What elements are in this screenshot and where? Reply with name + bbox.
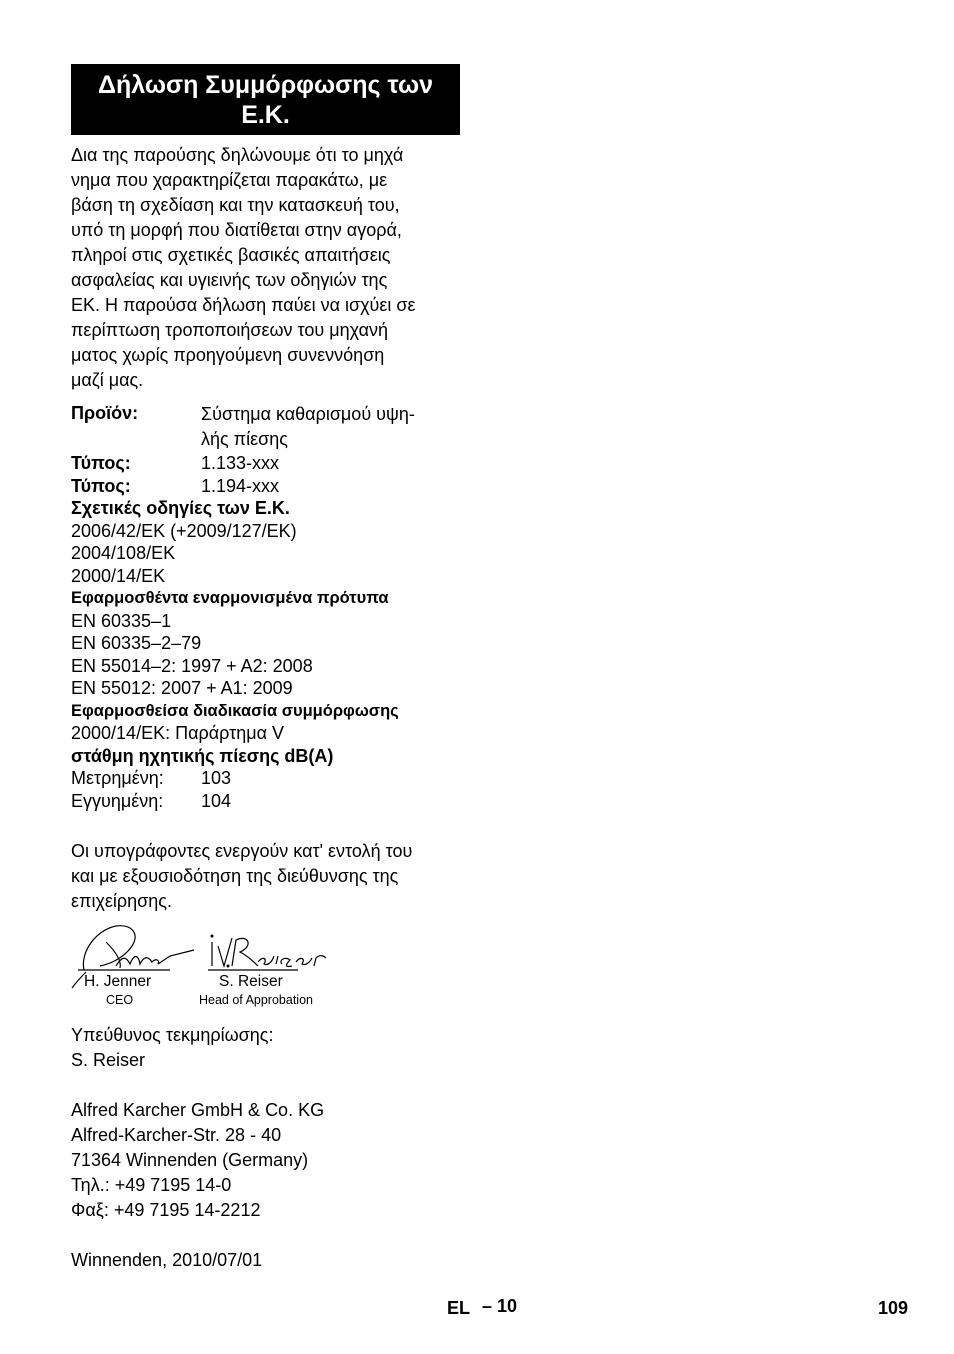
documentation-label: Υπεύθυνος τεκμηρίωσης:: [71, 1025, 274, 1045]
product-row: [71, 402, 471, 452]
product-value-line: λής πίεσης: [201, 429, 288, 449]
standard-item: EN 55012: 2007 + A1: 2009: [71, 678, 293, 698]
standard-item: EN 60335–1: [71, 610, 172, 631]
standard-item: EN 55014–2: 1997 + A2: 2008: [71, 655, 313, 676]
product-value-line: Σύστημα καθαρισμού υψη-: [201, 404, 415, 424]
title-line-1: Δήλωση Συμμόρφωσης των: [98, 70, 433, 99]
sound-row: [71, 767, 471, 790]
intro-line: ασφαλείας και υγιεινής των οδηγιών της: [71, 270, 388, 290]
address-line: Alfred-Karcher-Str. 28 - 40: [71, 1125, 282, 1145]
footer-language: EL: [447, 1298, 471, 1318]
directive-item: 2004/108/ΕΚ: [71, 543, 176, 563]
company-address: [71, 1098, 471, 1223]
place-date: [71, 1248, 471, 1273]
signature-block: [70, 920, 360, 1015]
intro-line: μαζί μας.: [71, 370, 144, 390]
intro-line: βάση τη σχεδίαση και την κατασκευή του,: [71, 195, 400, 215]
intro-line: νημα που χαρακτηρίζεται παρακάτω, με: [71, 170, 388, 190]
documentation-name: S. Reiser: [71, 1050, 146, 1070]
sound-value: 104: [201, 790, 232, 811]
procedure-value: 2000/14/EK: Παράρτημα V: [71, 723, 285, 743]
standard-item: EN 60335–2–79: [71, 633, 202, 653]
intro-line: ΕΚ. Η παρούσα δήλωση παύει να ισχύει σε: [71, 295, 416, 315]
procedure-heading: Εφαρμοσθείσα διαδικασία συμμόρφωσης: [71, 701, 399, 720]
sound-label: Εγγυημένη:: [71, 790, 164, 811]
directive-item: 2000/14/ΕΚ: [71, 565, 166, 586]
product-value: [201, 402, 471, 452]
signer-role-left: CEO: [106, 993, 134, 1007]
type-row: [71, 475, 471, 498]
reiser-signature: [208, 935, 326, 970]
documentation-responsible: [71, 1023, 471, 1073]
signer-name-left: H. Jenner: [84, 973, 152, 990]
product-label: Προϊόν:: [71, 403, 139, 423]
intro-line: υπό τη μορφή που διατίθεται στην αγορά,: [71, 220, 402, 240]
sound-heading: στάθμη ηχητικής πίεσης dB(A): [71, 745, 334, 766]
product-specifications: [71, 402, 471, 812]
declaration-paragraph: [71, 143, 471, 393]
intro-line: πληροί στις σχετικές βασικές απαιτήσεις: [71, 245, 391, 265]
type-label: Τύπος:: [71, 453, 131, 473]
type-label: Τύπος:: [71, 475, 131, 496]
directives-heading: Σχετικές οδηγίες των Ε.Κ.: [71, 498, 290, 518]
type-value: 1.133-xxx: [201, 453, 280, 473]
sound-row: [71, 790, 471, 813]
signatories-line: και με εξουσιοδότηση της διεύθυνσης της: [71, 866, 399, 886]
intro-line: ματος χωρίς προηγούμενη συνεννόηση: [71, 345, 385, 365]
signer-role-right: Head of Approbation: [199, 993, 313, 1007]
intro-line: Δια της παρούσης δηλώνουμε ότι το μηχά: [71, 145, 404, 165]
place-date-text: Winnenden, 2010/07/01: [71, 1250, 263, 1270]
signatories-line: επιχείρησης.: [71, 891, 172, 911]
sound-label: Μετρημένη:: [71, 768, 164, 788]
document-title: [71, 64, 460, 135]
type-value: 1.194-xxx: [201, 475, 280, 496]
signatories-line: Οι υπογράφοντες ενεργούν κατ' εντολή του: [71, 841, 413, 861]
signer-name-right: S. Reiser: [219, 973, 283, 990]
signatories-paragraph: [71, 839, 471, 914]
intro-line: περίπτωση τροποποιήσεων του μηχανή: [71, 320, 389, 340]
sound-value: 103: [201, 768, 232, 788]
directive-item: 2006/42/EK (+2009/127/EK): [71, 520, 297, 541]
type-row: [71, 452, 471, 475]
address-line: Alfred Karcher GmbH & Co. KG: [71, 1100, 325, 1120]
address-line: Φαξ: +49 7195 14-2212: [71, 1200, 261, 1220]
address-line: Τηλ.: +49 7195 14-0: [71, 1175, 232, 1195]
standards-heading: Εφαρμοσθέντα εναρμονισμένα πρότυπα: [71, 589, 389, 607]
page-number: 109: [878, 1298, 909, 1318]
footer-section-number: – 10: [482, 1296, 518, 1316]
address-line: 71364 Winnenden (Germany): [71, 1150, 309, 1170]
title-line-2: Ε.Κ.: [241, 100, 290, 129]
